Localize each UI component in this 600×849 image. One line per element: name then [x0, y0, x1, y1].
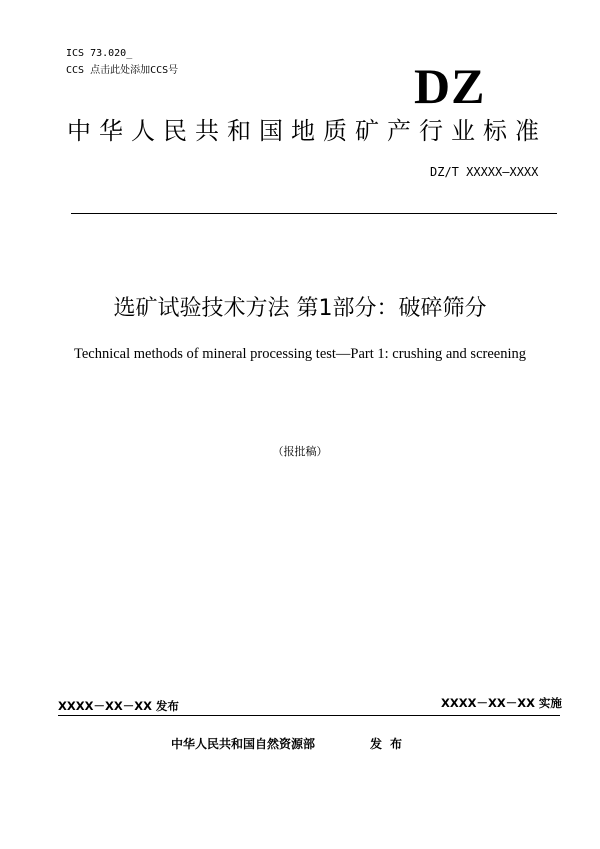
draft-status: （报批稿）: [272, 445, 328, 458]
publish-verb: 发布: [370, 737, 411, 751]
ics-code: ICS 73.020_: [66, 48, 133, 59]
ccs-code: CCS 点击此处添加CCS号: [66, 65, 179, 76]
standard-number: DZ/T XXXXX—XXXX: [430, 165, 539, 179]
footer-divider: [58, 715, 560, 716]
standard-title: 中华人民共和国地质矿产行业标准: [67, 117, 547, 145]
header-divider: [71, 213, 557, 214]
document-title-english: Technical methods of mineral processing test—Part 1: crushing and screening: [74, 346, 526, 362]
issue-date: XXXX－XX－XX 发布: [58, 699, 179, 713]
document-title-chinese: 选矿试验技术方法 第1部分：破碎筛分: [113, 296, 487, 321]
dz-logo: DZ: [414, 58, 486, 114]
publisher: 中华人民共和国自然资源部: [171, 737, 316, 751]
implementation-date: XXXX－XX－XX 实施: [441, 696, 562, 710]
